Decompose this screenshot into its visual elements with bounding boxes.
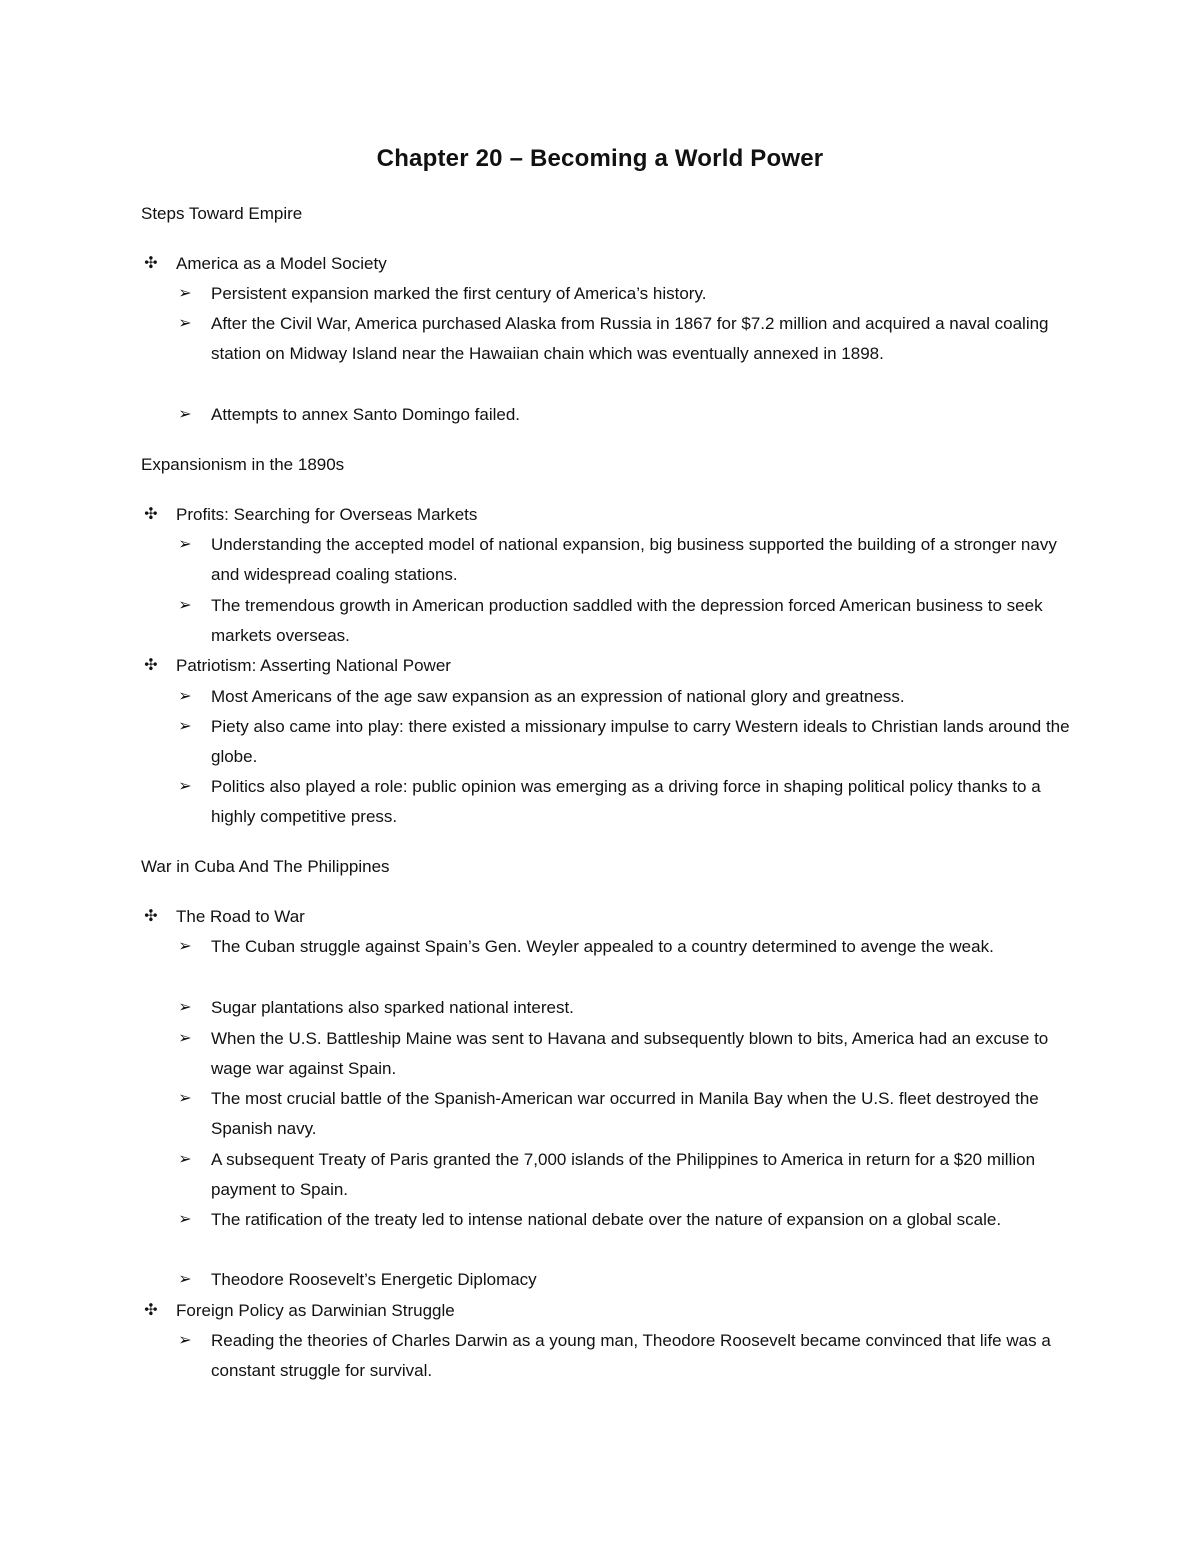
- point-text: Politics also played a role: public opinion was emerging as a driving force in shaping political policy thanks to a highly competitive press.: [211, 777, 1041, 827]
- topic-label: America as a Model Society: [176, 254, 387, 273]
- topic-label: Patriotism: Asserting National Power: [176, 656, 451, 675]
- point-item: [178, 1326, 1071, 1387]
- arrow-bullet-icon: ➢: [178, 1151, 192, 1168]
- point-text: When the U.S. Battleship Maine was sent to Havana and subsequently blown to bits, America had an excuse to wage war against Spain.: [211, 1029, 1049, 1079]
- topic-label: The Road to War: [176, 907, 305, 926]
- topic-item: [144, 902, 305, 932]
- arrow-bullet-icon: ➢: [178, 536, 192, 553]
- point-item: [178, 1265, 1071, 1295]
- point-item: [178, 1145, 1071, 1206]
- point-text: Persistent expansion marked the first century of America’s history.: [211, 284, 707, 303]
- point-item: [178, 309, 1071, 370]
- point-text: Understanding the accepted model of national expansion, big business supported the building of a stronger navy and widespread coaling stations.: [211, 535, 1057, 585]
- arrow-bullet-icon: ➢: [178, 1271, 192, 1288]
- diamond-bullet-icon: ✣: [144, 255, 158, 272]
- point-text: The most crucial battle of the Spanish-American war occurred in Manila Bay when the U.S. fleet destroyed the Spanish navy.: [211, 1089, 1039, 1139]
- point-item: [178, 530, 1071, 591]
- point-item: [178, 591, 1071, 652]
- arrow-bullet-icon: ➢: [178, 778, 192, 795]
- arrow-bullet-icon: ➢: [178, 315, 192, 332]
- arrow-bullet-icon: ➢: [178, 688, 192, 705]
- point-item: [178, 932, 1071, 962]
- point-text: Piety also came into play: there existed a missionary impulse to carry Western ideals to Christian lands around the globe.: [211, 717, 1070, 767]
- arrow-bullet-icon: ➢: [178, 1211, 192, 1228]
- arrow-bullet-icon: ➢: [178, 938, 192, 955]
- diamond-bullet-icon: ✣: [144, 908, 158, 925]
- point-text: A subsequent Treaty of Paris granted the 7,000 islands of the Philippines to America in return for a $20 million payment to Spain.: [211, 1150, 1036, 1200]
- topic-item: [144, 500, 478, 530]
- point-item: [178, 993, 1071, 1023]
- arrow-bullet-icon: ➢: [178, 999, 192, 1016]
- diamond-bullet-icon: ✣: [144, 657, 158, 674]
- arrow-bullet-icon: ➢: [178, 285, 192, 302]
- page-title: Chapter 20 – Becoming a World Power: [376, 145, 824, 172]
- point-text: Theodore Roosevelt’s Energetic Diplomacy: [211, 1270, 537, 1289]
- diamond-bullet-icon: ✣: [144, 506, 158, 523]
- point-item: [178, 772, 1071, 833]
- point-item: [178, 712, 1071, 773]
- point-item: [178, 400, 1071, 430]
- section-heading: Steps Toward Empire: [141, 204, 303, 223]
- point-text: The tremendous growth in American production saddled with the depression forced American business to seek markets overseas.: [211, 596, 1043, 646]
- point-text: After the Civil War, America purchased Alaska from Russia in 1867 for $7.2 million and acquired a naval coaling station on Midway Island near the Hawaiian chain which was eventually annexed in 1898.: [211, 314, 1049, 364]
- diamond-bullet-icon: ✣: [144, 1302, 158, 1319]
- arrow-bullet-icon: ➢: [178, 1090, 192, 1107]
- point-item: [178, 1205, 1071, 1235]
- point-item: [178, 682, 1071, 712]
- arrow-bullet-icon: ➢: [178, 406, 192, 423]
- section-heading: War in Cuba And The Philippines: [141, 857, 390, 876]
- topic-label: Profits: Searching for Overseas Markets: [176, 505, 478, 524]
- arrow-bullet-icon: ➢: [178, 1332, 192, 1349]
- point-text: The Cuban struggle against Spain’s Gen. Weyler appealed to a country determined to avenge the weak.: [211, 937, 994, 956]
- point-text: Attempts to annex Santo Domingo failed.: [211, 405, 521, 424]
- arrow-bullet-icon: ➢: [178, 718, 192, 735]
- point-item: [178, 1024, 1071, 1085]
- arrow-bullet-icon: ➢: [178, 1030, 192, 1047]
- topic-item: [144, 651, 451, 681]
- arrow-bullet-icon: ➢: [178, 597, 192, 614]
- point-text: Reading the theories of Charles Darwin as a young man, Theodore Roosevelt became convinced that life was a constant struggle for survival.: [211, 1331, 1051, 1381]
- topic-item: [144, 1296, 455, 1326]
- topic-item: [144, 249, 387, 279]
- point-text: The ratification of the treaty led to intense national debate over the nature of expansion on a global scale.: [211, 1210, 1002, 1229]
- point-text: Sugar plantations also sparked national interest.: [211, 998, 574, 1017]
- section-heading: Expansionism in the 1890s: [141, 455, 345, 474]
- point-item: [178, 279, 1071, 309]
- topic-label: Foreign Policy as Darwinian Struggle: [176, 1301, 455, 1320]
- point-text: Most Americans of the age saw expansion as an expression of national glory and greatness.: [211, 687, 905, 706]
- point-item: [178, 1084, 1071, 1145]
